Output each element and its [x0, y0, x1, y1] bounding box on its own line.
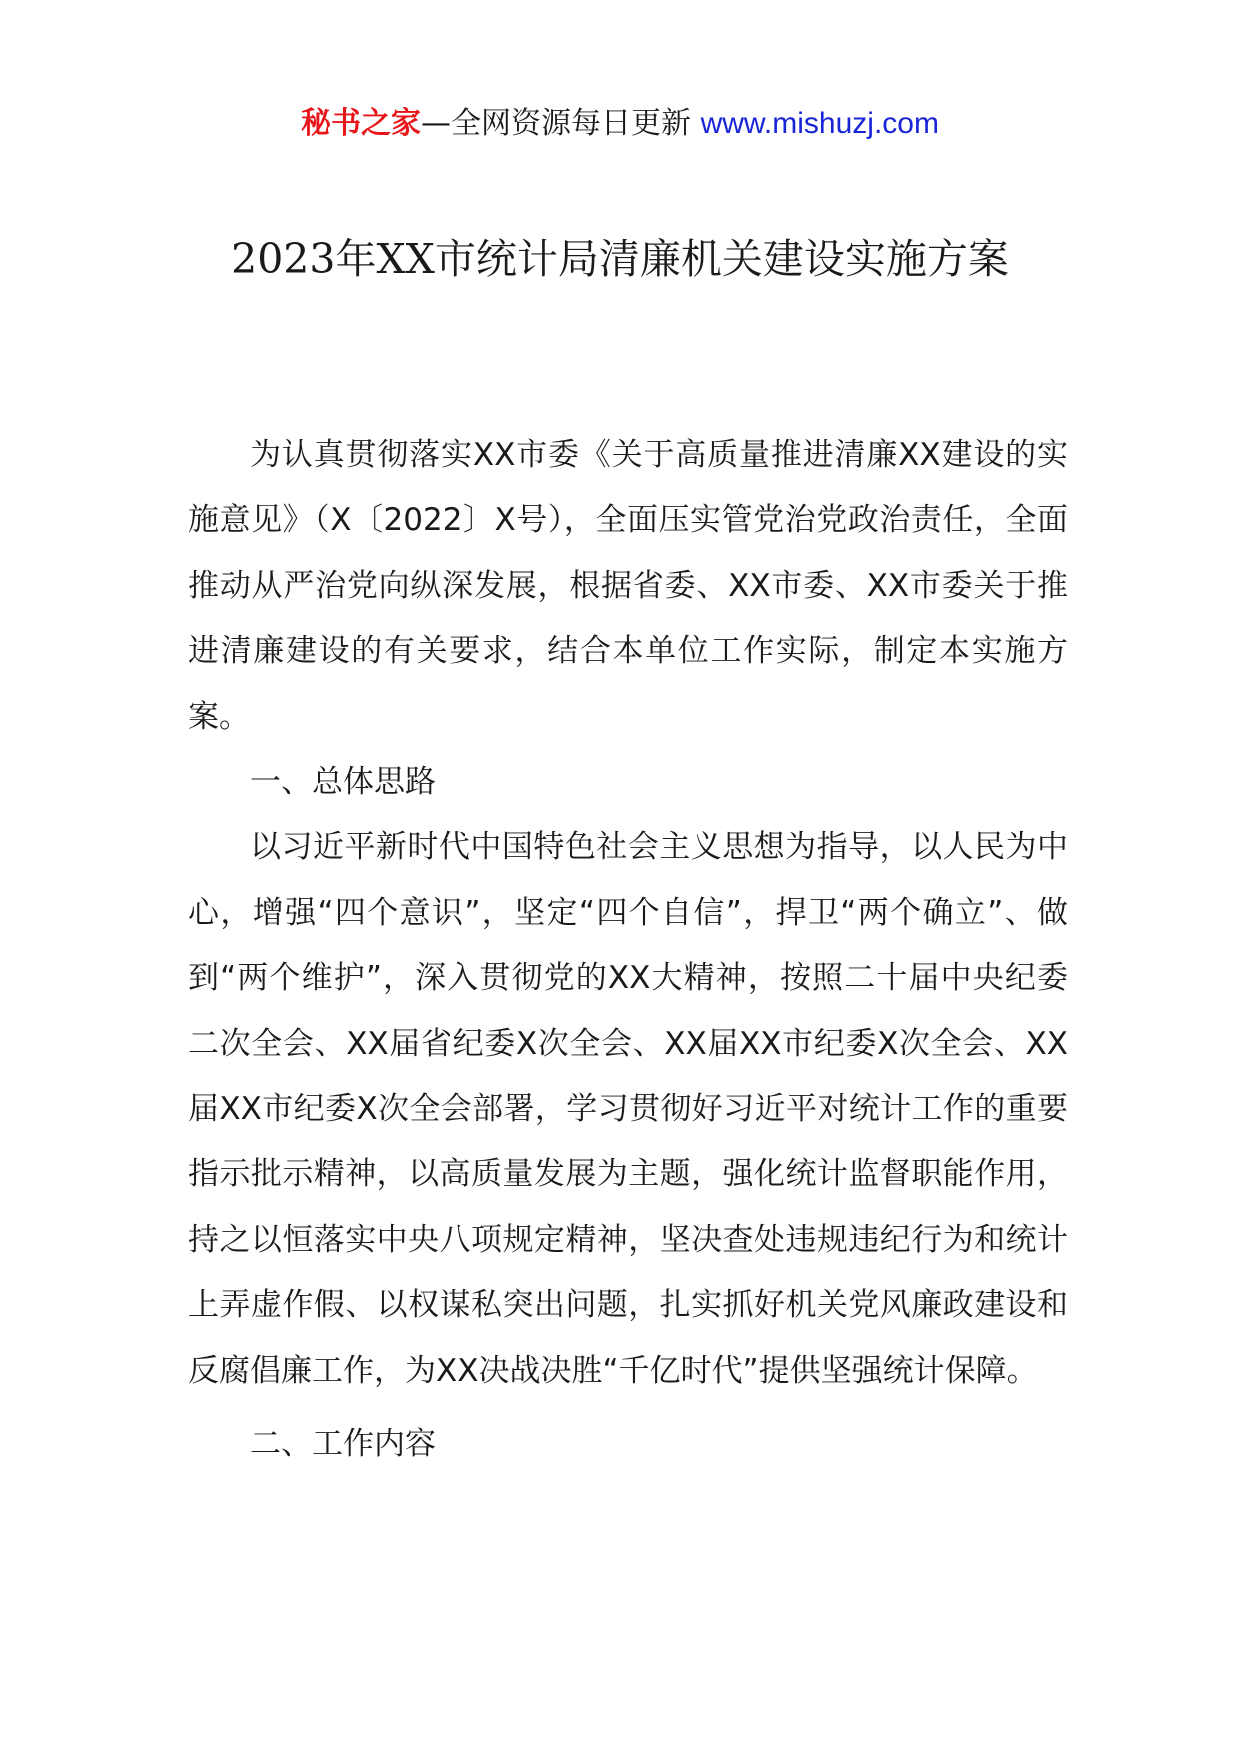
section-heading-1: 一、总体思路 — [250, 764, 436, 801]
site-url-link[interactable]: www.mishuzj.com — [700, 107, 939, 140]
site-header — [0, 102, 1240, 146]
section-1-paragraph: 以习近平新时代中国特色社会主义思想为指导，以人民为中心，增强“四个意识”，坚定“四个自信”，捍卫“两个确立”、做到“两个维护”，深入贯彻党的XX大精神，按照二十届中央纪委二次全会、XX届省纪委X次全会、XX届XX市纪委X次全会、XX届XX市纪委X次全会部署，学习贯彻好习近平对统计工作的重要指示批示精神，以高质量发展为主题，强化统计监督职能作用，持之以恒落实中央八项规定精神，坚决查处违规违纪行为和统计上弄虚作假、以权谋私突出问题，扎实抓好机关党风廉政建设和反腐倡廉工作，为XX决战决胜“千亿时代”提供坚强统计保障。 — [188, 829, 1068, 1389]
brand-name: 秘书之家 — [301, 106, 422, 141]
intro-paragraph: 为认真贯彻落实XX市委《关于高质量推进清廉XX建设的实施意见》（X〔2022〕X号），全面压实管党治党政治责任，全面推动从严治党向纵深发展，根据省委、XX市委、XX市委关于推进清廉建设的有关要求，结合本单位工作实际，制定本实施方案。 — [188, 437, 1068, 735]
document-body — [188, 423, 1068, 1478]
document-title: 2023年XX市统计局清廉机关建设实施方案 — [231, 235, 1009, 283]
header-tagline: —全网资源每日更新 — [421, 106, 701, 141]
section-heading-2: 二、工作内容 — [250, 1426, 436, 1463]
